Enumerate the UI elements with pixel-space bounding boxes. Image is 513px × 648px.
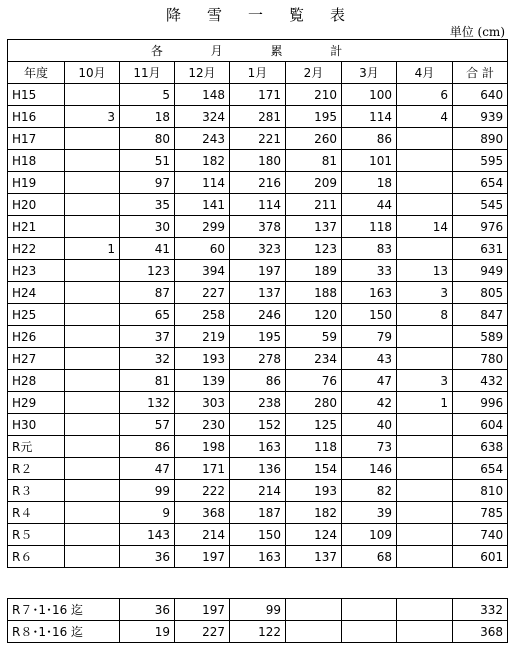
title-char: 覧 xyxy=(289,6,307,24)
value-cell: 278 xyxy=(230,348,286,370)
value-cell: 299 xyxy=(175,216,230,238)
value-cell: 136 xyxy=(230,458,286,480)
value-cell: 219 xyxy=(175,326,230,348)
table-row xyxy=(8,84,508,106)
value-cell: 193 xyxy=(286,480,342,502)
unit-label: 単位 (cm) xyxy=(449,25,505,39)
value-cell: 87 xyxy=(120,282,175,304)
value-cell: 33 xyxy=(342,260,397,282)
value-cell: 150 xyxy=(342,304,397,326)
year-cell: H29 xyxy=(8,392,65,414)
value-cell: 47 xyxy=(120,458,175,480)
value-cell xyxy=(65,260,120,282)
table-row xyxy=(8,546,508,568)
value-cell: 601 xyxy=(453,546,508,568)
value-cell: 214 xyxy=(175,524,230,546)
value-cell: 545 xyxy=(453,194,508,216)
value-cell: 99 xyxy=(120,480,175,502)
value-cell xyxy=(65,392,120,414)
title-char: 雪 xyxy=(206,6,224,24)
value-cell: 42 xyxy=(342,392,397,414)
year-cell: H23 xyxy=(8,260,65,282)
value-cell: 214 xyxy=(230,480,286,502)
year-cell: H21 xyxy=(8,216,65,238)
value-cell: 19 xyxy=(120,621,175,643)
value-cell xyxy=(397,172,453,194)
value-cell: 432 xyxy=(453,370,508,392)
value-cell: 182 xyxy=(175,150,230,172)
value-cell: 143 xyxy=(120,524,175,546)
year-cell: H26 xyxy=(8,326,65,348)
value-cell xyxy=(65,546,120,568)
value-cell: 122 xyxy=(230,621,286,643)
value-cell xyxy=(65,84,120,106)
value-cell: 195 xyxy=(286,106,342,128)
value-cell xyxy=(65,216,120,238)
value-cell: 847 xyxy=(453,304,508,326)
value-cell: 171 xyxy=(175,458,230,480)
value-cell: 640 xyxy=(453,84,508,106)
title-char: 降 xyxy=(165,6,183,24)
value-cell: 595 xyxy=(453,150,508,172)
value-cell: 197 xyxy=(175,599,230,621)
column-header: 合 計 xyxy=(453,62,508,84)
year-cell: H20 xyxy=(8,194,65,216)
value-cell xyxy=(397,194,453,216)
value-cell xyxy=(286,621,342,643)
value-cell: 227 xyxy=(175,282,230,304)
column-header: 年度 xyxy=(8,62,65,84)
value-cell: 180 xyxy=(230,150,286,172)
table-row xyxy=(8,106,508,128)
table-row xyxy=(8,480,508,502)
value-cell xyxy=(397,599,453,621)
value-cell: 40 xyxy=(342,414,397,436)
value-cell: 57 xyxy=(120,414,175,436)
value-cell: 79 xyxy=(342,326,397,348)
value-cell: 193 xyxy=(175,348,230,370)
value-cell xyxy=(65,458,120,480)
value-cell xyxy=(65,502,120,524)
column-header: 10月 xyxy=(65,62,120,84)
table-row xyxy=(8,304,508,326)
value-cell xyxy=(286,599,342,621)
value-cell: 37 xyxy=(120,326,175,348)
value-cell: 222 xyxy=(175,480,230,502)
page-title xyxy=(0,4,513,25)
year-cell: H25 xyxy=(8,304,65,326)
value-cell xyxy=(65,194,120,216)
value-cell: 246 xyxy=(230,304,286,326)
year-cell: R６ xyxy=(8,546,65,568)
table-row xyxy=(8,238,508,260)
value-cell: 281 xyxy=(230,106,286,128)
value-cell: 118 xyxy=(342,216,397,238)
value-cell: 123 xyxy=(286,238,342,260)
value-cell: 86 xyxy=(230,370,286,392)
value-cell: 81 xyxy=(286,150,342,172)
snowfall-table xyxy=(7,39,508,568)
value-cell: 51 xyxy=(120,150,175,172)
year-cell: H15 xyxy=(8,84,65,106)
value-cell: 86 xyxy=(342,128,397,150)
value-cell: 3 xyxy=(397,282,453,304)
value-cell: 3 xyxy=(397,370,453,392)
value-cell: 996 xyxy=(453,392,508,414)
value-cell: 230 xyxy=(175,414,230,436)
value-cell: 18 xyxy=(342,172,397,194)
value-cell: 260 xyxy=(286,128,342,150)
year-cell: H17 xyxy=(8,128,65,150)
value-cell: 30 xyxy=(120,216,175,238)
value-cell: 97 xyxy=(120,172,175,194)
title-char: 表 xyxy=(330,6,348,24)
value-cell: 280 xyxy=(286,392,342,414)
value-cell: 171 xyxy=(230,84,286,106)
value-cell: 163 xyxy=(342,282,397,304)
value-cell: 139 xyxy=(175,370,230,392)
value-cell: 101 xyxy=(342,150,397,172)
value-cell: 65 xyxy=(120,304,175,326)
value-cell xyxy=(342,599,397,621)
value-cell: 227 xyxy=(175,621,230,643)
partial-row xyxy=(8,621,508,643)
year-cell: H28 xyxy=(8,370,65,392)
value-cell: 188 xyxy=(286,282,342,304)
value-cell: 1 xyxy=(397,392,453,414)
column-header: 2月 xyxy=(286,62,342,84)
value-cell: 243 xyxy=(175,128,230,150)
value-cell: 5 xyxy=(120,84,175,106)
value-cell xyxy=(65,348,120,370)
column-header: 11月 xyxy=(120,62,175,84)
value-cell: 146 xyxy=(342,458,397,480)
value-cell: 118 xyxy=(286,436,342,458)
value-cell: 654 xyxy=(453,458,508,480)
value-cell xyxy=(397,128,453,150)
value-cell: 182 xyxy=(286,502,342,524)
value-cell xyxy=(397,524,453,546)
value-cell: 890 xyxy=(453,128,508,150)
value-cell xyxy=(397,546,453,568)
year-cell: H19 xyxy=(8,172,65,194)
value-cell: 13 xyxy=(397,260,453,282)
value-cell: 198 xyxy=(175,436,230,458)
value-cell xyxy=(65,150,120,172)
value-cell xyxy=(397,621,453,643)
value-cell: 780 xyxy=(453,348,508,370)
value-cell xyxy=(397,414,453,436)
value-cell: 6 xyxy=(397,84,453,106)
title-char: 一 xyxy=(247,6,265,24)
value-cell xyxy=(397,436,453,458)
value-cell: 3 xyxy=(65,106,120,128)
year-cell: R２ xyxy=(8,458,65,480)
value-cell: 216 xyxy=(230,172,286,194)
value-cell: 114 xyxy=(230,194,286,216)
value-cell: 238 xyxy=(230,392,286,414)
value-cell: 785 xyxy=(453,502,508,524)
value-cell xyxy=(65,304,120,326)
value-cell: 137 xyxy=(286,546,342,568)
value-cell: 99 xyxy=(230,599,286,621)
value-cell xyxy=(397,348,453,370)
value-cell xyxy=(65,282,120,304)
value-cell: 137 xyxy=(230,282,286,304)
table-row xyxy=(8,260,508,282)
value-cell: 43 xyxy=(342,348,397,370)
value-cell: 36 xyxy=(120,546,175,568)
value-cell: 604 xyxy=(453,414,508,436)
value-cell xyxy=(342,621,397,643)
column-header: 4月 xyxy=(397,62,453,84)
value-cell: 631 xyxy=(453,238,508,260)
value-cell: 589 xyxy=(453,326,508,348)
value-cell: 1 xyxy=(65,238,120,260)
table-row xyxy=(8,128,508,150)
value-cell: 197 xyxy=(230,260,286,282)
value-cell xyxy=(65,480,120,502)
value-cell: 211 xyxy=(286,194,342,216)
value-cell: 368 xyxy=(175,502,230,524)
value-cell: 323 xyxy=(230,238,286,260)
table-row xyxy=(8,458,508,480)
column-header: 12月 xyxy=(175,62,230,84)
value-cell: 141 xyxy=(175,194,230,216)
year-cell: R４ xyxy=(8,502,65,524)
year-cell: H16 xyxy=(8,106,65,128)
value-cell: 35 xyxy=(120,194,175,216)
year-cell: H24 xyxy=(8,282,65,304)
column-header: 1月 xyxy=(230,62,286,84)
value-cell: 187 xyxy=(230,502,286,524)
value-cell: 44 xyxy=(342,194,397,216)
value-cell: 14 xyxy=(397,216,453,238)
table-row xyxy=(8,524,508,546)
value-cell: 163 xyxy=(230,546,286,568)
value-cell: 9 xyxy=(120,502,175,524)
year-cell: H27 xyxy=(8,348,65,370)
table-row xyxy=(8,194,508,216)
value-cell: 332 xyxy=(453,599,508,621)
value-cell: 114 xyxy=(342,106,397,128)
value-cell: 939 xyxy=(453,106,508,128)
value-cell: 949 xyxy=(453,260,508,282)
value-cell xyxy=(397,238,453,260)
value-cell: 109 xyxy=(342,524,397,546)
year-cell: R３ xyxy=(8,480,65,502)
table-row xyxy=(8,150,508,172)
value-cell: 73 xyxy=(342,436,397,458)
value-cell: 197 xyxy=(175,546,230,568)
value-cell: 60 xyxy=(175,238,230,260)
value-cell xyxy=(65,524,120,546)
value-cell: 221 xyxy=(230,128,286,150)
value-cell: 100 xyxy=(342,84,397,106)
table-row xyxy=(8,216,508,238)
value-cell xyxy=(397,480,453,502)
value-cell: 18 xyxy=(120,106,175,128)
value-cell: 324 xyxy=(175,106,230,128)
value-cell xyxy=(65,370,120,392)
group-header: 各 月 累 計 xyxy=(8,40,508,62)
value-cell: 234 xyxy=(286,348,342,370)
table-row xyxy=(8,414,508,436)
value-cell: 132 xyxy=(120,392,175,414)
value-cell: 258 xyxy=(175,304,230,326)
value-cell: 189 xyxy=(286,260,342,282)
value-cell: 80 xyxy=(120,128,175,150)
table-row xyxy=(8,348,508,370)
value-cell: 209 xyxy=(286,172,342,194)
value-cell: 36 xyxy=(120,599,175,621)
value-cell: 150 xyxy=(230,524,286,546)
year-cell: H30 xyxy=(8,414,65,436)
value-cell: 47 xyxy=(342,370,397,392)
value-cell: 8 xyxy=(397,304,453,326)
period-cell: R７･1･16 迄 xyxy=(8,599,120,621)
value-cell xyxy=(65,436,120,458)
value-cell: 378 xyxy=(230,216,286,238)
year-cell: H18 xyxy=(8,150,65,172)
column-header: 3月 xyxy=(342,62,397,84)
value-cell: 32 xyxy=(120,348,175,370)
period-cell: R８･1･16 迄 xyxy=(8,621,120,643)
value-cell: 82 xyxy=(342,480,397,502)
value-cell: 81 xyxy=(120,370,175,392)
value-cell xyxy=(65,326,120,348)
value-cell xyxy=(397,502,453,524)
year-cell: R５ xyxy=(8,524,65,546)
value-cell: 4 xyxy=(397,106,453,128)
value-cell: 83 xyxy=(342,238,397,260)
partial-season-table xyxy=(7,598,508,643)
table-row xyxy=(8,370,508,392)
value-cell: 120 xyxy=(286,304,342,326)
value-cell: 68 xyxy=(342,546,397,568)
value-cell: 41 xyxy=(120,238,175,260)
value-cell: 303 xyxy=(175,392,230,414)
value-cell: 810 xyxy=(453,480,508,502)
value-cell: 152 xyxy=(230,414,286,436)
value-cell: 39 xyxy=(342,502,397,524)
value-cell xyxy=(397,150,453,172)
value-cell xyxy=(397,458,453,480)
value-cell xyxy=(65,414,120,436)
value-cell: 59 xyxy=(286,326,342,348)
year-cell: R元 xyxy=(8,436,65,458)
value-cell: 805 xyxy=(453,282,508,304)
value-cell: 125 xyxy=(286,414,342,436)
value-cell: 654 xyxy=(453,172,508,194)
value-cell: 740 xyxy=(453,524,508,546)
year-cell: H22 xyxy=(8,238,65,260)
value-cell: 137 xyxy=(286,216,342,238)
value-cell: 638 xyxy=(453,436,508,458)
value-cell: 195 xyxy=(230,326,286,348)
value-cell: 976 xyxy=(453,216,508,238)
table-row xyxy=(8,172,508,194)
table-row xyxy=(8,436,508,458)
table-row xyxy=(8,282,508,304)
value-cell: 394 xyxy=(175,260,230,282)
value-cell xyxy=(397,326,453,348)
value-cell: 163 xyxy=(230,436,286,458)
value-cell: 148 xyxy=(175,84,230,106)
table-row xyxy=(8,326,508,348)
value-cell xyxy=(65,172,120,194)
value-cell: 114 xyxy=(175,172,230,194)
value-cell: 86 xyxy=(120,436,175,458)
table-row xyxy=(8,392,508,414)
value-cell: 123 xyxy=(120,260,175,282)
value-cell: 210 xyxy=(286,84,342,106)
value-cell: 124 xyxy=(286,524,342,546)
table-row xyxy=(8,502,508,524)
value-cell: 76 xyxy=(286,370,342,392)
value-cell: 368 xyxy=(453,621,508,643)
partial-row xyxy=(8,599,508,621)
value-cell xyxy=(65,128,120,150)
value-cell: 154 xyxy=(286,458,342,480)
